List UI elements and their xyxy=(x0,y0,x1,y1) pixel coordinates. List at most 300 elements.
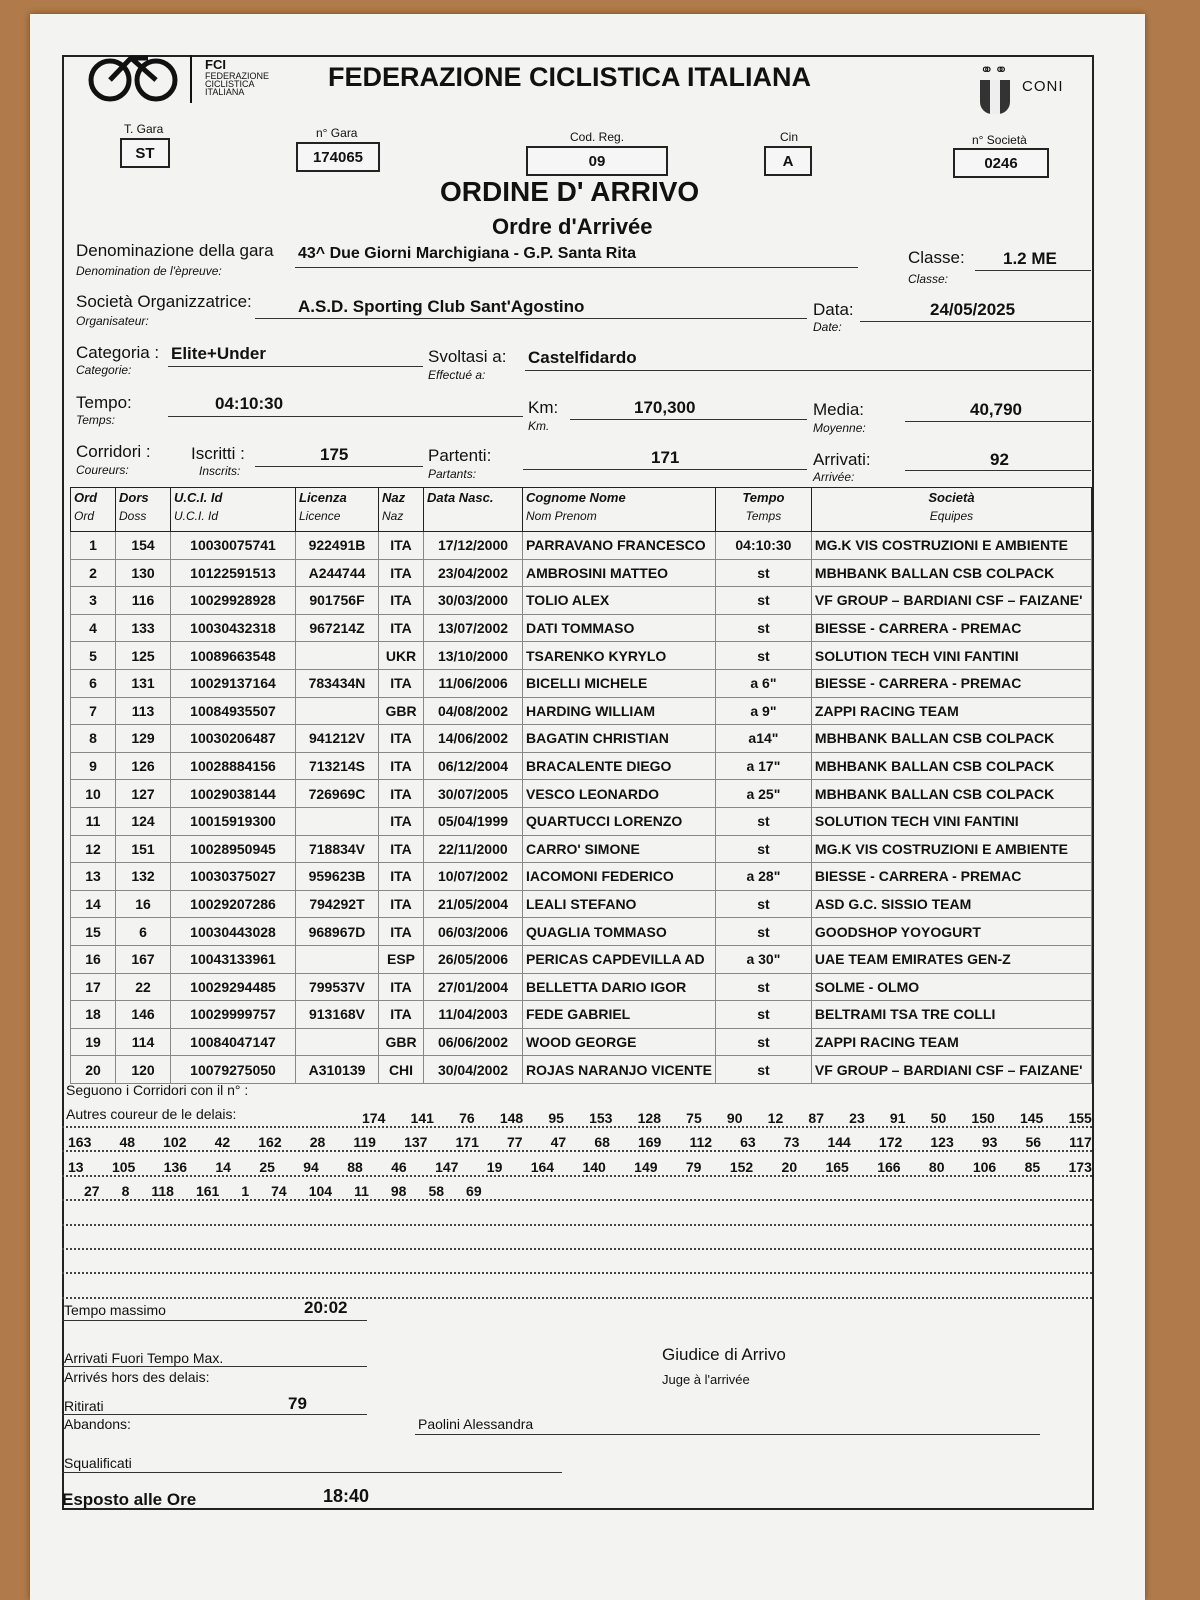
rider-number: 93 xyxy=(981,1134,998,1150)
followers-line-empty xyxy=(62,1275,1092,1299)
rider-number: 150 xyxy=(971,1110,995,1126)
table-cell: BRACALENTE DIEGO xyxy=(523,752,716,780)
rider-number: 88 xyxy=(347,1159,363,1175)
table-cell: IACOMONI FEDERICO xyxy=(523,863,716,891)
table-cell: 4 xyxy=(71,614,116,642)
table-cell: 718834V xyxy=(296,835,379,863)
iscritti-sub: Inscrits: xyxy=(199,464,241,478)
table-cell: 04:10:30 xyxy=(715,532,811,560)
table-cell: 16 xyxy=(71,945,116,973)
table-cell: a 28" xyxy=(715,863,811,891)
table-cell: GBR xyxy=(379,697,424,725)
rider-number: 145 xyxy=(1019,1110,1044,1126)
rider-number: 90 xyxy=(726,1110,743,1126)
rider-number: 13 xyxy=(68,1159,84,1175)
rider-number: 50 xyxy=(930,1110,947,1126)
rider-number: 27 xyxy=(84,1183,100,1199)
rider-number: 166 xyxy=(877,1159,901,1175)
column-header: Tempo Temps xyxy=(715,488,811,532)
table-cell: st xyxy=(715,559,811,587)
table-cell: 10030206487 xyxy=(171,725,296,753)
km-sub: Km. xyxy=(528,419,550,433)
followers-line xyxy=(62,1177,1092,1201)
table-row xyxy=(71,669,1092,697)
column-header: Licenza Licence xyxy=(296,488,379,532)
table-cell: QUAGLIA TOMMASO xyxy=(523,918,716,946)
table-cell: 10084047147 xyxy=(171,1028,296,1056)
table-row xyxy=(71,697,1092,725)
table-cell: ITA xyxy=(379,863,424,891)
table-cell: 10029038144 xyxy=(171,780,296,808)
table-cell: ITA xyxy=(379,918,424,946)
table-row xyxy=(71,1056,1092,1084)
table-cell: 113 xyxy=(116,697,171,725)
table-cell: a 25" xyxy=(715,780,811,808)
table-cell: ITA xyxy=(379,532,424,560)
table-cell: 13/07/2002 xyxy=(424,614,523,642)
table-cell: ITA xyxy=(379,725,424,753)
rider-number: 23 xyxy=(849,1110,865,1126)
table-cell: VF GROUP – BARDIANI CSF – FAIZANE' xyxy=(811,587,1091,615)
tempo-value: 04:10:30 xyxy=(215,394,284,413)
rider-number: 63 xyxy=(740,1134,756,1150)
table-cell: ESP xyxy=(379,945,424,973)
table-cell: st xyxy=(715,1056,811,1084)
rider-number: 152 xyxy=(729,1159,754,1175)
table-cell: 11/06/2006 xyxy=(424,669,523,697)
table-cell: a 6" xyxy=(715,669,811,697)
table-cell: 18 xyxy=(71,1001,116,1029)
table-cell: 1 xyxy=(71,532,116,560)
corridori-sub: Coureurs: xyxy=(76,463,129,477)
table-cell: st xyxy=(715,1001,811,1029)
table-cell: ZAPPI RACING TEAM xyxy=(811,697,1091,725)
rider-number: 104 xyxy=(308,1183,333,1199)
table-cell: A244744 xyxy=(296,559,379,587)
table-cell: HARDING WILLIAM xyxy=(523,697,716,725)
followers-line-empty xyxy=(62,1226,1092,1250)
table-cell: 04/08/2002 xyxy=(424,697,523,725)
column-header: Dors Doss xyxy=(116,488,171,532)
rider-number: 79 xyxy=(685,1159,702,1175)
table-cell xyxy=(296,945,379,973)
table-cell xyxy=(296,642,379,670)
table-cell: 127 xyxy=(116,780,171,808)
rider-number: 153 xyxy=(589,1110,613,1126)
t-gara-label: T. Gara xyxy=(124,122,164,136)
table-cell: TSARENKO KYRYLO xyxy=(523,642,716,670)
table-cell: 17/12/2000 xyxy=(424,532,523,560)
fci-logo-icon xyxy=(86,50,181,105)
table-cell: ITA xyxy=(379,807,424,835)
table-cell: ITA xyxy=(379,973,424,1001)
rider-number: 174 xyxy=(362,1110,386,1126)
rider-number: 47 xyxy=(550,1134,567,1150)
followers-line xyxy=(62,1153,1092,1177)
table-cell: CHI xyxy=(379,1056,424,1084)
table-cell: 14 xyxy=(71,890,116,918)
table-cell: 10029928928 xyxy=(171,587,296,615)
table-cell: ITA xyxy=(379,587,424,615)
table-cell: 967214Z xyxy=(296,614,379,642)
table-cell: WOOD GEORGE xyxy=(523,1028,716,1056)
rider-number: 25 xyxy=(259,1159,275,1175)
rider-number: 155 xyxy=(1068,1110,1092,1126)
table-cell: 167 xyxy=(116,945,171,973)
rider-number: 117 xyxy=(1069,1134,1092,1150)
rider-number: 87 xyxy=(808,1110,824,1126)
table-row xyxy=(71,863,1092,891)
rider-number: 169 xyxy=(637,1134,662,1150)
rider-number: 164 xyxy=(530,1159,555,1175)
giudice-label: Giudice di Arrivo xyxy=(662,1345,786,1364)
followers-line-empty xyxy=(62,1202,1092,1226)
table-cell: 922491B xyxy=(296,532,379,560)
table-row xyxy=(71,807,1092,835)
rider-number: 73 xyxy=(783,1134,800,1150)
results-table xyxy=(70,487,1092,1084)
rider-number: 91 xyxy=(889,1110,906,1126)
n-gara-label: n° Gara xyxy=(316,126,358,140)
table-cell: 15 xyxy=(71,918,116,946)
table-cell: 10029137164 xyxy=(171,669,296,697)
table-cell: 20 xyxy=(71,1056,116,1084)
table-cell: 13/10/2000 xyxy=(424,642,523,670)
esposto-label: Esposto alle Ore xyxy=(62,1490,197,1509)
table-cell: 10079275050 xyxy=(171,1056,296,1084)
table-cell xyxy=(296,807,379,835)
table-cell: 151 xyxy=(116,835,171,863)
table-cell: 10030443028 xyxy=(171,918,296,946)
rider-number: 98 xyxy=(390,1183,407,1199)
table-cell: BELTRAMI TSA TRE COLLI xyxy=(811,1001,1091,1029)
societa-sub: Organisateur: xyxy=(76,314,149,328)
fuori-tempo-sub: Arrivés hors des delais: xyxy=(64,1369,210,1385)
table-cell: GBR xyxy=(379,1028,424,1056)
iscritti-label: Iscritti : xyxy=(191,444,245,463)
table-cell: 30/04/2002 xyxy=(424,1056,523,1084)
table-cell: MG.K VIS COSTRUZIONI E AMBIENTE xyxy=(811,532,1091,560)
km-value: 170,300 xyxy=(634,398,696,417)
table-cell: ITA xyxy=(379,1001,424,1029)
table-cell: ITA xyxy=(379,559,424,587)
table-cell: st xyxy=(715,642,811,670)
rider-number: 14 xyxy=(215,1159,231,1175)
media-value: 40,790 xyxy=(970,400,1022,419)
table-cell: BELLETTA DARIO IGOR xyxy=(523,973,716,1001)
table-cell: 16 xyxy=(116,890,171,918)
table-cell: A310139 xyxy=(296,1056,379,1084)
table-cell: 794292T xyxy=(296,890,379,918)
rider-number: 105 xyxy=(111,1159,136,1175)
table-cell: 23/04/2002 xyxy=(424,559,523,587)
rider-number: 172 xyxy=(878,1134,903,1150)
rider-number: 106 xyxy=(972,1159,997,1175)
table-cell: 5 xyxy=(71,642,116,670)
followers-line xyxy=(62,1128,1092,1152)
cin-label: Cin xyxy=(780,130,799,144)
table-cell: 2 xyxy=(71,559,116,587)
ritirati-value: 79 xyxy=(288,1394,307,1413)
table-row xyxy=(71,1028,1092,1056)
media-sub: Moyenne: xyxy=(813,421,866,435)
table-row xyxy=(71,973,1092,1001)
table-cell: a14" xyxy=(715,725,811,753)
rider-number: 162 xyxy=(258,1134,282,1150)
data-label: Data: xyxy=(813,300,854,319)
n-gara-value: 174065 xyxy=(296,142,380,172)
table-cell: UAE TEAM EMIRATES GEN-Z xyxy=(811,945,1091,973)
organizer-value: A.S.D. Sporting Club Sant'Agostino xyxy=(298,297,585,316)
partenti-sub: Partants: xyxy=(428,467,477,481)
table-cell: AMBROSINI MATTEO xyxy=(523,559,716,587)
table-cell: 05/04/1999 xyxy=(424,807,523,835)
rider-number: 137 xyxy=(404,1134,428,1150)
rider-number: 85 xyxy=(1024,1159,1041,1175)
cod-reg-value: 09 xyxy=(526,146,668,176)
table-cell: 124 xyxy=(116,807,171,835)
arrivati-sub: Arrivée: xyxy=(813,470,855,484)
table-cell: a 9" xyxy=(715,697,811,725)
rider-number: 161 xyxy=(195,1183,220,1199)
table-cell: 10 xyxy=(71,780,116,808)
rider-number: 69 xyxy=(466,1183,482,1199)
table-row xyxy=(71,725,1092,753)
table-row xyxy=(71,1001,1092,1029)
rider-number: 112 xyxy=(689,1134,713,1150)
tempo-sub: Temps: xyxy=(76,413,115,427)
table-cell: DATI TOMMASO xyxy=(523,614,716,642)
table-cell: GOODSHOP YOYOGURT xyxy=(811,918,1091,946)
table-cell: 130 xyxy=(116,559,171,587)
rider-number: 74 xyxy=(271,1183,287,1199)
table-cell: ITA xyxy=(379,890,424,918)
table-cell: st xyxy=(715,807,811,835)
table-row xyxy=(71,642,1092,670)
table-cell: 799537V xyxy=(296,973,379,1001)
rider-number: 46 xyxy=(391,1159,407,1175)
followers-line-empty xyxy=(62,1250,1092,1274)
table-cell: st xyxy=(715,1028,811,1056)
table-cell: TOLIO ALEX xyxy=(523,587,716,615)
table-cell: 8 xyxy=(71,725,116,753)
document-subtitle: Ordre d'Arrivée xyxy=(492,214,653,239)
rider-number: 147 xyxy=(435,1159,459,1175)
table-cell xyxy=(296,1028,379,1056)
table-cell: 10028884156 xyxy=(171,752,296,780)
table-cell: SOLUTION TECH VINI FANTINI xyxy=(811,807,1091,835)
ritirati-sub: Abandons: xyxy=(64,1416,131,1432)
ritirati-label: Ritirati xyxy=(64,1398,104,1414)
classe-sub: Classe: xyxy=(908,272,949,286)
table-cell: 22/11/2000 xyxy=(424,835,523,863)
table-row xyxy=(71,918,1092,946)
table-cell: 968967D xyxy=(296,918,379,946)
rider-number: 128 xyxy=(637,1110,661,1126)
t-gara-value: ST xyxy=(120,138,170,168)
svoltasi-sub: Effectué a: xyxy=(428,368,486,382)
rider-number: 123 xyxy=(930,1134,954,1150)
table-cell: BIESSE - CARRERA - PREMAC xyxy=(811,669,1091,697)
table-cell: ITA xyxy=(379,780,424,808)
table-cell: UKR xyxy=(379,642,424,670)
table-row xyxy=(71,835,1092,863)
table-cell: 125 xyxy=(116,642,171,670)
fuori-tempo-label: Arrivati Fuori Tempo Max. xyxy=(64,1350,224,1366)
arrivati-value: 92 xyxy=(990,450,1009,469)
fci-abbr: FCI xyxy=(205,57,226,72)
table-cell: 713214S xyxy=(296,752,379,780)
rider-number: 102 xyxy=(163,1134,187,1150)
table-cell: 129 xyxy=(116,725,171,753)
table-cell: ITA xyxy=(379,669,424,697)
categoria-sub: Categorie: xyxy=(76,363,132,377)
rider-number: 149 xyxy=(634,1159,658,1175)
rider-number: 75 xyxy=(686,1110,702,1126)
rider-number: 141 xyxy=(410,1110,434,1126)
categoria-value: Elite+Under xyxy=(171,344,266,363)
table-cell: 10029294485 xyxy=(171,973,296,1001)
table-row xyxy=(71,752,1092,780)
table-cell: 13 xyxy=(71,863,116,891)
data-sub: Date: xyxy=(813,320,842,334)
table-cell: 14/06/2002 xyxy=(424,725,523,753)
esposto-value: 18:40 xyxy=(323,1486,370,1506)
table-cell: VF GROUP – BARDIANI CSF – FAIZANE' xyxy=(811,1056,1091,1084)
rider-number: 56 xyxy=(1025,1134,1042,1150)
giudice-name: Paolini Alessandra xyxy=(418,1416,534,1432)
rider-number: 11 xyxy=(354,1183,369,1199)
table-cell: 30/07/2005 xyxy=(424,780,523,808)
table-cell: a 17" xyxy=(715,752,811,780)
table-cell: 120 xyxy=(116,1056,171,1084)
table-cell: PARRAVANO FRANCESCO xyxy=(523,532,716,560)
table-cell: 9 xyxy=(71,752,116,780)
table-cell: SOLUTION TECH VINI FANTINI xyxy=(811,642,1091,670)
table-cell: ZAPPI RACING TEAM xyxy=(811,1028,1091,1056)
rider-number: 163 xyxy=(68,1134,92,1150)
media-label: Media: xyxy=(813,400,865,419)
svoltasi-label: Svoltasi a: xyxy=(428,347,507,366)
rider-number: 77 xyxy=(506,1134,523,1150)
table-cell: 27/01/2004 xyxy=(424,973,523,1001)
table-cell: 133 xyxy=(116,614,171,642)
table-cell: st xyxy=(715,614,811,642)
table-cell: 7 xyxy=(71,697,116,725)
rider-number: 171 xyxy=(455,1134,479,1150)
table-cell: 131 xyxy=(116,669,171,697)
table-cell: 10029999757 xyxy=(171,1001,296,1029)
table-cell: 21/05/2004 xyxy=(424,890,523,918)
rider-number: 173 xyxy=(1068,1159,1092,1175)
cod-reg-label: Cod. Reg. xyxy=(570,130,625,144)
table-cell: 11 xyxy=(71,807,116,835)
table-cell: st xyxy=(715,587,811,615)
iscritti-value: 175 xyxy=(320,445,349,464)
table-cell: 10030375027 xyxy=(171,863,296,891)
n-societa-label: n° Società xyxy=(972,133,1027,147)
followers-label-fr: Autres coureur de le delais: xyxy=(66,1106,237,1122)
table-cell: FEDE GABRIEL xyxy=(523,1001,716,1029)
table-cell: st xyxy=(715,918,811,946)
rider-number: 118 xyxy=(151,1183,174,1199)
document-title: ORDINE D' ARRIVO xyxy=(440,176,700,207)
km-label: Km: xyxy=(528,398,559,417)
race-name: 43^ Due Giorni Marchigiana - G.P. Santa Rita xyxy=(298,245,637,262)
societa-label: Società Organizzatrice: xyxy=(76,292,252,311)
column-header: Data Nasc. xyxy=(424,488,523,532)
table-cell: 10043133961 xyxy=(171,945,296,973)
table-cell: QUARTUCCI LORENZO xyxy=(523,807,716,835)
rider-number: 80 xyxy=(928,1159,945,1175)
column-header: Naz Naz xyxy=(379,488,424,532)
table-cell: 22 xyxy=(116,973,171,1001)
table-cell: 114 xyxy=(116,1028,171,1056)
table-cell: 06/12/2004 xyxy=(424,752,523,780)
fci-small-name: FEDERAZIONE CICLISTICA ITALIANA xyxy=(205,71,270,97)
table-cell: ITA xyxy=(379,752,424,780)
table-cell: 10/07/2002 xyxy=(424,863,523,891)
table-cell: 726969C xyxy=(296,780,379,808)
tempo-label: Tempo: xyxy=(76,393,132,412)
table-cell: 10030432318 xyxy=(171,614,296,642)
table-cell: LEALI STEFANO xyxy=(523,890,716,918)
followers-label: Seguono i Corridori con il n° : xyxy=(66,1082,249,1098)
table-cell: 154 xyxy=(116,532,171,560)
table-cell: 11/04/2003 xyxy=(424,1001,523,1029)
rider-number: 76 xyxy=(459,1110,475,1126)
squalificati-label: Squalificati xyxy=(64,1455,132,1471)
rider-number: 28 xyxy=(309,1134,326,1150)
categoria-label: Categoria : xyxy=(76,343,160,362)
table-cell: ITA xyxy=(379,614,424,642)
table-cell: BIESSE - CARRERA - PREMAC xyxy=(811,863,1091,891)
table-cell: 19 xyxy=(71,1028,116,1056)
rider-number: 20 xyxy=(781,1159,798,1175)
federation-title: FEDERAZIONE CICLISTICA ITALIANA xyxy=(328,62,811,92)
rider-number: 1 xyxy=(241,1183,250,1199)
table-cell: SOLME - OLMO xyxy=(811,973,1091,1001)
table-cell: 30/03/2000 xyxy=(424,587,523,615)
arrivati-label: Arrivati: xyxy=(813,450,871,469)
table-cell: 959623B xyxy=(296,863,379,891)
table-cell: 116 xyxy=(116,587,171,615)
table-cell: PERICAS CAPDEVILLA AD xyxy=(523,945,716,973)
rider-number: 42 xyxy=(214,1134,231,1150)
rider-number: 8 xyxy=(121,1183,130,1199)
table-row xyxy=(71,587,1092,615)
location-value: Castelfidardo xyxy=(528,348,637,367)
rider-number: 95 xyxy=(548,1110,564,1126)
rider-number: 12 xyxy=(767,1110,784,1126)
table-row xyxy=(71,614,1092,642)
rider-number: 148 xyxy=(499,1110,524,1126)
table-cell: st xyxy=(715,973,811,1001)
table-cell: a 30" xyxy=(715,945,811,973)
table-cell: 06/03/2006 xyxy=(424,918,523,946)
table-cell: BAGATIN CHRISTIAN xyxy=(523,725,716,753)
table-row xyxy=(71,945,1092,973)
rider-number: 136 xyxy=(163,1159,188,1175)
table-cell: 12 xyxy=(71,835,116,863)
date-value: 24/05/2025 xyxy=(930,300,1016,319)
table-cell: VESCO LEONARDO xyxy=(523,780,716,808)
table-cell: 10028950945 xyxy=(171,835,296,863)
rider-number: 140 xyxy=(582,1159,606,1175)
table-row xyxy=(71,780,1092,808)
rider-number: 144 xyxy=(827,1134,851,1150)
tempo-massimo-value: 20:02 xyxy=(304,1298,348,1317)
